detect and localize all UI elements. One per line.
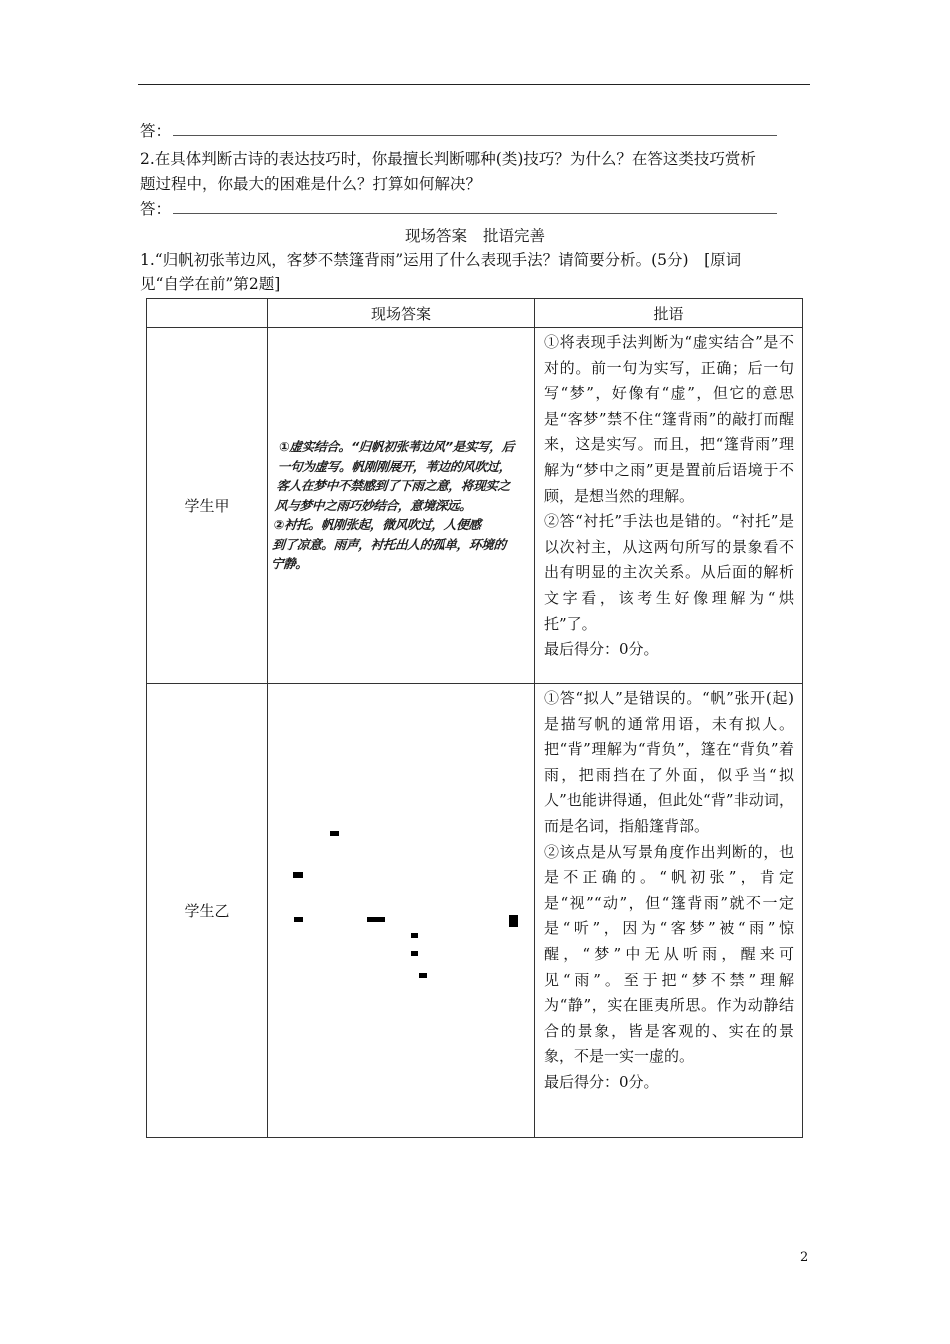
- handwriting-line: ①虚实结合。“归帆初张苇边风”是实写，后: [278, 439, 515, 455]
- comment-paragraph: ②答“衬托”手法也是错的。“衬托”是以次衬主，从这两句所写的景象看不出有明显的主次关系。从后面的解析文字看，该考生好像理解为“烘托”了。: [544, 512, 794, 633]
- redaction-mark: [294, 917, 303, 922]
- handwriting-line: 到了凉意。雨声，衬托出人的孤单，环境的: [271, 536, 507, 552]
- answer-blank[interactable]: [173, 201, 777, 214]
- header-cell-student: [147, 299, 268, 328]
- handwriting-line: 风与梦中之雨巧妙结合，意境深远。: [274, 497, 473, 513]
- question-2-line-2: 题过程中，你最大的困难是什么？打算如何解决？: [140, 175, 482, 193]
- handwritten-answer-missing: [268, 684, 535, 1138]
- section-title-part1: 现场答案: [404, 227, 467, 245]
- table-header-row: [147, 299, 803, 328]
- question-1-line-2: 见“自学在前”第2题]: [140, 275, 281, 293]
- answer-label: 答：: [140, 200, 172, 218]
- table-row: [147, 684, 803, 1138]
- section-title: [140, 224, 810, 246]
- handwriting-line: 一句为虚写。帆刚刚展开，苇边的风吹过，: [277, 458, 512, 474]
- teacher-comment: [535, 328, 803, 684]
- page-number: 2: [800, 1250, 809, 1265]
- header-cell-comment: 批语: [535, 299, 803, 328]
- handwriting-line: 宁静。: [270, 556, 309, 572]
- redaction-mark: [509, 915, 518, 927]
- answer-line-1: [140, 121, 777, 141]
- handwriting-block: [263, 437, 539, 574]
- redaction-mark: [293, 872, 303, 878]
- redaction-mark: [411, 951, 418, 956]
- grading-table: [146, 298, 803, 1138]
- comment-score: 最后得分：0分。: [544, 640, 659, 659]
- table-row: [147, 328, 803, 684]
- header-cell-answer: 现场答案: [268, 299, 535, 328]
- handwriting-line: 客人在梦中不禁感到了下雨之意，将现实之: [275, 478, 511, 494]
- redaction-mark: [367, 917, 385, 922]
- answer-label: 答：: [140, 122, 172, 140]
- teacher-comment: [535, 684, 803, 1138]
- comment-paragraph: ①答“拟人”是错误的。“帆”张开(起)是描写帆的通常用语，未有拟人。把“背”理解为“背负”，篷在“背负”着雨，把雨挡在了外面，似乎当“拟人”也能讲得通，但此处“背”非动词，而是名词，指船篷背部。: [544, 689, 794, 835]
- redaction-mark: [411, 933, 418, 938]
- student-name: 学生甲: [147, 328, 268, 684]
- answer-blank[interactable]: [173, 123, 777, 136]
- answer-line-2: [140, 199, 777, 219]
- comment-score: 最后得分：0分。: [544, 1072, 659, 1091]
- question-1-line-1: 1.“归帆初张苇边风，客梦不禁篷背雨”运用了什么表现手法？请简要分析。(5分) [原词: [140, 251, 742, 269]
- handwriting-line: ②衬托。帆刚张起，微风吹过，人便感: [273, 517, 482, 533]
- comment-paragraph: ②该点是从写景角度作出判断的，也是不正确的。“帆初张”，肯定是“视”“动”，但“篷背雨”就不一定是“听”，因为“客梦”被“雨”惊醒，“梦”中无从听雨，醒来可见“雨”。至于把“梦不禁”理解为“静”，实在匪夷所思。作为动静结合的景象，皆是客观的、实在的景象，不是一实一虚的。: [544, 842, 794, 1066]
- student-name: 学生乙: [147, 684, 268, 1138]
- redaction-mark: [330, 831, 339, 836]
- comment-paragraph: ①将表现手法判断为“虚实结合”是不对的。前一句为实写，正确；后一句写“梦”，好像有“虚”，但它的意思是“客梦”禁不住“篷背雨”的敲打而醒来，这是实写。而且，把“篷背雨”理解为“梦中之雨”更是置前后语境于不顾，是想当然的理解。: [544, 333, 794, 505]
- handwritten-answer: [268, 328, 535, 684]
- question-2-line-1: 2.在具体判断古诗的表达技巧时，你最擅长判断哪种(类)技巧？为什么？在答这类技巧赏析: [140, 150, 756, 168]
- section-title-part2: 批语完善: [483, 227, 546, 245]
- redaction-mark: [419, 973, 427, 978]
- header-rule: [138, 84, 810, 85]
